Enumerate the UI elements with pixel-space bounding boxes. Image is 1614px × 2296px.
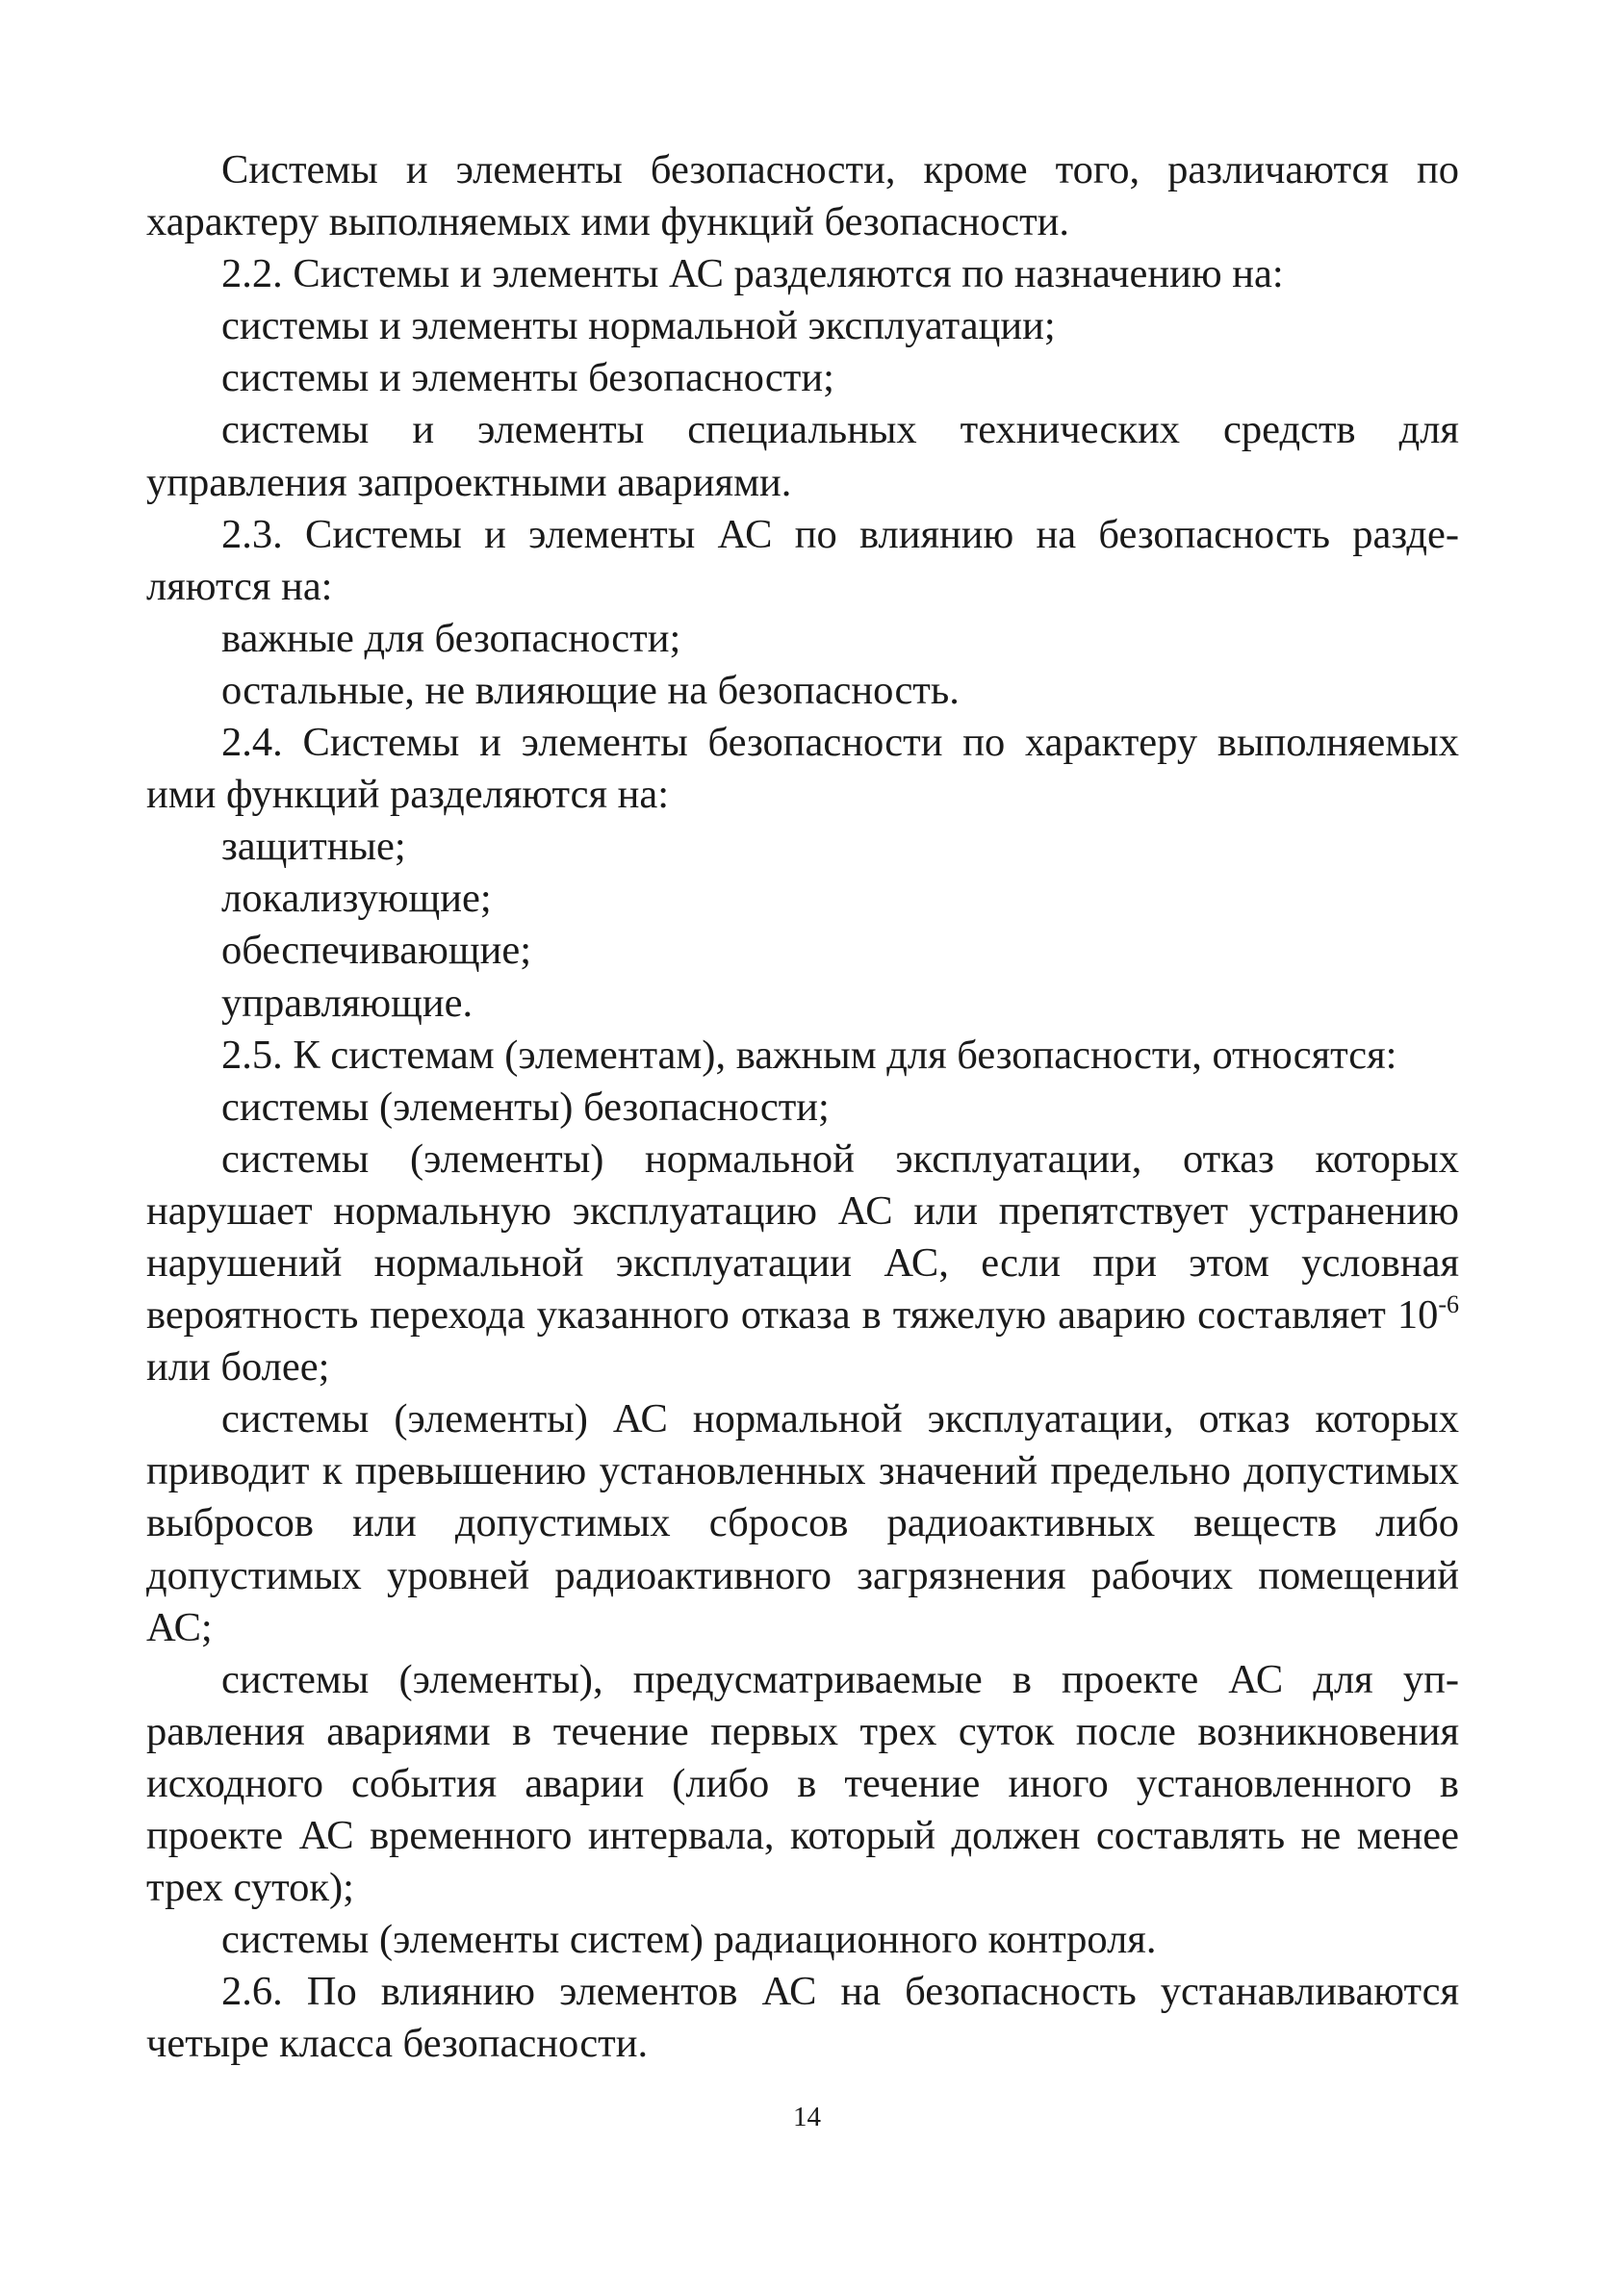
list-item: системы (элементы) безопасности;: [221, 1084, 830, 1130]
paragraph: [146, 1134, 1459, 1393]
list-item: защитные;: [221, 824, 406, 870]
paragraph: системы и элементы специальных технических средств для управления запроектными авариями.: [146, 407, 1459, 505]
paragraph: 2.4. Системы и элементы безопасности по характеру выполняемых ими функций разделяются на:: [146, 720, 1459, 818]
exponent: -6: [1438, 1290, 1459, 1319]
paragraph: системы (элементы), предусматриваемые в проекте АС для управления авариями в течение первых трех суток после возникновения исходного события аварии (либо в течение иного установленного в проекте АС временного интервала, который должен составлять не менее трех суток);: [146, 1656, 1459, 1911]
paragraph-text-tail: или более;: [146, 1344, 330, 1390]
list-item: системы и элементы безопасности;: [221, 355, 834, 401]
paragraph: 2.2. Системы и элементы АС разделяются по назначению на:: [221, 251, 1284, 297]
list-item: важные для безопасности;: [221, 615, 681, 661]
paragraph: 2.3. Системы и элементы АС по влиянию на безопасность разделяются на:: [146, 511, 1459, 609]
list-item: системы и элементы нормальной эксплуатации;: [221, 303, 1056, 349]
paragraph-text: системы (элементы) нормальной эксплуатации, отказ которых нарушает нормальную эксплуатацию АС или препятствует устранению нарушений нормальной эксплуатации АС, если при этом условная вероятность перехода указанного отказа в тяжелую аварию составляет 10: [146, 1135, 1459, 1339]
paragraph: 2.6. По влиянию элементов АС на безопасность устанавливаются четыре класса безопасности.: [146, 1969, 1459, 2067]
list-item: остальные, не влияющие на безопасность.: [221, 667, 960, 713]
page-number: 14: [793, 2102, 821, 2132]
paragraph: 2.5. К системам (элементам), важным для безопасности, относятся:: [221, 1032, 1397, 1078]
list-item: локализующие;: [221, 876, 492, 922]
list-item: системы (элементы систем) радиационного контроля.: [221, 1917, 1157, 1963]
list-item: управляющие.: [221, 980, 474, 1026]
paragraph: системы (элементы) АС нормальной эксплуатации, отказ которых приводит к превышению установленных значений предельно допустимых выбросов или допустимых сбросов радиоактивных веществ либо допустимых уровней радиоактивного загрязнения рабочих помещений АС;: [146, 1396, 1459, 1650]
paragraph: Системы и элементы безопасности, кроме того, различаются по характеру выполняемых ими функций безопасности.: [146, 147, 1459, 245]
list-item: обеспечивающие;: [221, 928, 532, 974]
document-body: [146, 144, 1459, 2070]
